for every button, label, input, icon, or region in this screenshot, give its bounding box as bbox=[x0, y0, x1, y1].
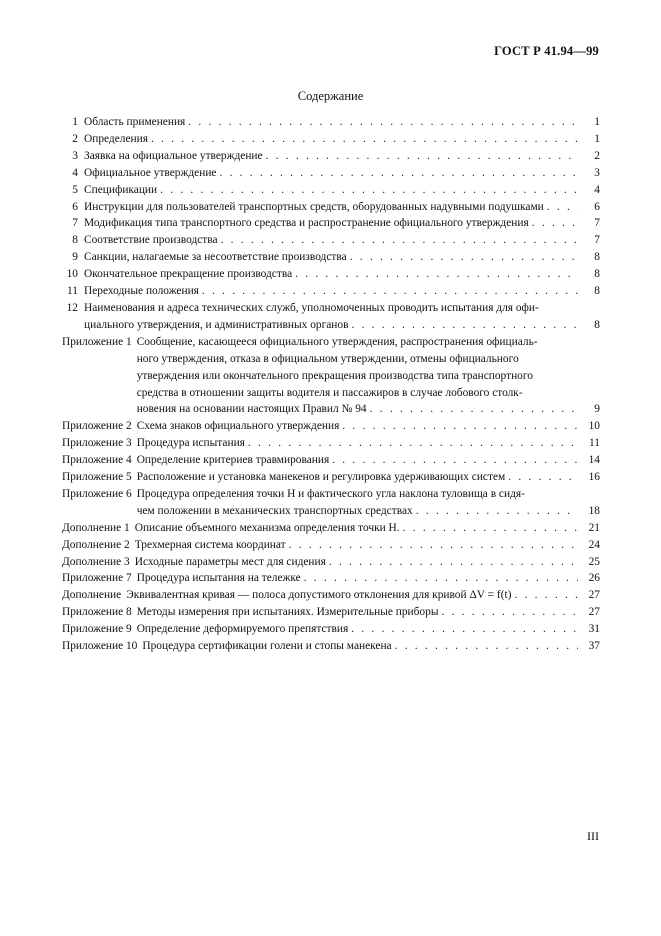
toc-appendix-entry bbox=[62, 621, 600, 638]
page-ref: 18 bbox=[588, 504, 600, 517]
page-ref: 4 bbox=[594, 183, 600, 196]
appendix-label: Приложение 6 bbox=[62, 487, 132, 500]
entry-title: Спецификации bbox=[84, 183, 158, 196]
toc-appendix-entry bbox=[62, 537, 600, 554]
dot-leader bbox=[402, 520, 578, 537]
page-ref: 1 bbox=[594, 132, 600, 145]
entry-title-line: утверждения или окончательного прекращения производства типа транспортного bbox=[136, 369, 533, 382]
contents-title: Содержание bbox=[297, 89, 364, 103]
page-ref: 8 bbox=[594, 251, 600, 264]
entry-title-line: Наименования и адреса технических служб, уполномоченных проводить испытания для офи- bbox=[84, 301, 539, 314]
dot-leader bbox=[369, 401, 578, 418]
dot-leader bbox=[247, 435, 578, 452]
entry-title: Методы измерения при испытаниях. Измерительные приборы bbox=[136, 606, 439, 619]
toc-entry bbox=[62, 165, 600, 182]
entry-title: Процедура сертификации голени и стопы манекена bbox=[142, 640, 392, 653]
toc-appendix-entry bbox=[62, 587, 600, 604]
page-ref: 9 bbox=[594, 403, 600, 416]
toc-appendix-entry bbox=[62, 469, 600, 486]
toc-appendix-entry bbox=[62, 638, 600, 655]
appendix-label: Дополнение 3 bbox=[62, 555, 130, 568]
dot-leader bbox=[349, 249, 578, 266]
toc-appendix-entry bbox=[62, 435, 600, 452]
dot-leader bbox=[201, 283, 578, 300]
section-number: 6 bbox=[72, 200, 78, 213]
toc-appendix-entry bbox=[62, 334, 600, 419]
toc-entry bbox=[62, 148, 600, 165]
dot-leader bbox=[394, 638, 578, 655]
entry-title: новения на основании настоящих Правил № 94 bbox=[136, 403, 367, 416]
entry-body bbox=[84, 165, 600, 182]
toc-appendix-entry bbox=[62, 486, 600, 520]
dot-leader bbox=[288, 537, 578, 554]
entry-body bbox=[135, 537, 600, 554]
entry-title: циального утверждения, и административных органов bbox=[84, 318, 349, 331]
entry-body bbox=[84, 283, 600, 300]
dot-leader bbox=[350, 317, 578, 334]
section-number: 9 bbox=[72, 251, 78, 264]
toc-appendix-entry bbox=[62, 418, 600, 435]
dot-leader bbox=[350, 621, 578, 638]
page-ref: 27 bbox=[588, 606, 600, 619]
entry-body bbox=[142, 638, 600, 655]
entry-title: Область применения bbox=[84, 116, 186, 128]
appendix-label: Приложение 8 bbox=[62, 606, 132, 619]
appendix-label: Приложение 5 bbox=[62, 471, 132, 484]
entry-body bbox=[137, 452, 600, 469]
toc-appendix-entry bbox=[62, 604, 600, 621]
entry-title: чем положении в механических транспортных средствах bbox=[136, 504, 413, 517]
entry-title: Окончательное прекращение производства bbox=[84, 268, 293, 281]
toc-entry bbox=[62, 131, 600, 148]
entry-body bbox=[137, 621, 600, 638]
appendix-label: Приложение 7 bbox=[62, 572, 132, 585]
entry-body bbox=[84, 114, 600, 131]
page-ref: 14 bbox=[588, 454, 600, 467]
entry-body bbox=[84, 232, 600, 249]
entry-body bbox=[126, 587, 600, 604]
section-number: 12 bbox=[66, 301, 78, 314]
dot-leader bbox=[187, 114, 578, 131]
entry-body bbox=[84, 182, 600, 199]
toc-entry bbox=[62, 283, 600, 300]
entry-body bbox=[135, 554, 600, 571]
toc-entry bbox=[62, 199, 600, 216]
entry-title: Схема знаков официального утверждения bbox=[136, 420, 340, 433]
page-ref: 16 bbox=[588, 471, 600, 484]
entry-title-line: ного утверждения, отказа в официальном утверждении, отмены официального bbox=[136, 352, 519, 365]
dot-leader bbox=[513, 587, 578, 604]
entry-title: Официальное утверждение bbox=[84, 166, 217, 179]
page-ref: 7 bbox=[594, 217, 600, 230]
entry-body bbox=[84, 266, 600, 283]
dot-leader bbox=[331, 452, 578, 469]
dot-leader bbox=[294, 266, 578, 283]
dot-leader bbox=[328, 554, 578, 571]
entry-title: Эквивалентная кривая — полоса допустимого отклонения для кривой ΔV = f(t) bbox=[126, 589, 512, 602]
toc-entry bbox=[62, 249, 600, 266]
entry-title: Исходные параметры мест для сидения bbox=[134, 555, 326, 568]
entry-body bbox=[84, 148, 600, 165]
section-number: 2 bbox=[72, 132, 78, 145]
appendix-label: Приложение 2 bbox=[62, 420, 132, 433]
page-ref: 11 bbox=[589, 437, 600, 450]
page-ref: 6 bbox=[594, 200, 600, 213]
section-number: 4 bbox=[72, 166, 78, 179]
dot-leader bbox=[507, 469, 578, 486]
dot-leader bbox=[440, 604, 578, 621]
entry-title: Процедура испытания bbox=[136, 437, 245, 450]
page-ref: 2 bbox=[594, 149, 600, 162]
dot-leader bbox=[150, 131, 578, 148]
entry-body bbox=[137, 334, 600, 419]
entry-title-line: Сообщение, касающееся официального утверждения, распространения официаль- bbox=[136, 335, 538, 348]
entry-body bbox=[84, 249, 600, 266]
entry-title: Трехмерная система координат bbox=[134, 538, 286, 551]
entry-title: Процедура испытания на тележке bbox=[136, 572, 301, 585]
appendix-label: Приложение 9 bbox=[62, 623, 132, 636]
dot-leader bbox=[546, 199, 578, 216]
entry-title: Определения bbox=[84, 132, 148, 145]
page-ref: 24 bbox=[588, 538, 600, 551]
dot-leader bbox=[220, 232, 578, 249]
toc-entry bbox=[62, 232, 600, 249]
entry-title: Описание объемного механизма определения точки H. bbox=[134, 521, 400, 534]
section-number: 11 bbox=[67, 285, 78, 298]
page-ref: 7 bbox=[594, 234, 600, 247]
toc-entry bbox=[62, 300, 600, 334]
page-ref: 8 bbox=[594, 285, 600, 298]
appendix-label: Приложение 4 bbox=[62, 454, 132, 467]
dot-leader bbox=[341, 418, 578, 435]
entry-title: Заявка на официальное утверждение bbox=[84, 149, 263, 162]
appendix-label: Дополнение bbox=[62, 589, 122, 602]
appendix-label: Дополнение 2 bbox=[62, 538, 130, 551]
entry-title: Переходные положения bbox=[84, 285, 199, 298]
entry-title: Расположение и установка манекенов и регулировка удерживающих систем bbox=[136, 471, 506, 484]
page-ref: 25 bbox=[588, 555, 600, 568]
section-number: 7 bbox=[72, 217, 78, 230]
entry-body bbox=[137, 604, 600, 621]
section-number: 10 bbox=[66, 268, 78, 281]
toc-entry bbox=[62, 114, 600, 131]
toc-appendix-entry bbox=[62, 452, 600, 469]
page-ref: 3 bbox=[594, 166, 600, 179]
entry-body bbox=[137, 469, 600, 486]
section-number: 8 bbox=[72, 234, 78, 247]
dot-leader bbox=[303, 570, 578, 587]
entry-title: Санкции, налагаемые за несоответствие производства bbox=[84, 251, 347, 264]
entry-title: Инструкции для пользователей транспортных средств, оборудованных надувными подушками bbox=[84, 200, 544, 213]
entry-body bbox=[137, 435, 600, 452]
toc-entry bbox=[62, 215, 600, 232]
page-ref: 31 bbox=[588, 623, 600, 636]
toc-appendix-entry bbox=[62, 520, 600, 537]
toc-entry bbox=[62, 266, 600, 283]
entry-title: Соответствие производства bbox=[84, 234, 218, 247]
entry-title-line: средства в отношении защиты водителя и пассажиров в случае лобового столк- bbox=[136, 386, 523, 399]
page-ref: 8 bbox=[594, 318, 600, 331]
section-number: 3 bbox=[72, 149, 78, 162]
entry-title: Определение деформируемого препятствия bbox=[136, 623, 349, 636]
toc-appendix-entry bbox=[62, 554, 600, 571]
entry-body bbox=[84, 215, 600, 232]
page-number: III bbox=[587, 829, 599, 843]
entry-title-line: Процедура определения точки H и фактического угла наклона туловища в сидя- bbox=[136, 487, 525, 500]
entry-body bbox=[84, 131, 600, 148]
page-ref: 1 bbox=[594, 116, 600, 128]
page-ref: 10 bbox=[588, 420, 600, 433]
page-ref: 8 bbox=[594, 268, 600, 281]
entry-body bbox=[84, 199, 600, 216]
appendix-label: Приложение 10 bbox=[62, 640, 138, 653]
entry-body bbox=[135, 520, 600, 537]
page-ref: 21 bbox=[588, 521, 600, 534]
dot-leader bbox=[265, 148, 578, 165]
dot-leader bbox=[531, 215, 578, 232]
entry-body bbox=[84, 300, 600, 334]
page-ref: 37 bbox=[588, 640, 600, 653]
entry-body bbox=[137, 570, 600, 587]
entry-body bbox=[137, 418, 600, 435]
toc-entry bbox=[62, 182, 600, 199]
section-number: 5 bbox=[72, 183, 78, 196]
page-ref: 26 bbox=[588, 572, 600, 585]
toc-appendix-entry bbox=[62, 570, 600, 587]
page-ref: 27 bbox=[588, 589, 600, 602]
entry-body bbox=[137, 486, 600, 520]
section-number: 1 bbox=[72, 116, 78, 128]
standard-header: ГОСТ Р 41.94—99 bbox=[494, 44, 599, 58]
appendix-label: Приложение 3 bbox=[62, 437, 132, 450]
dot-leader bbox=[218, 165, 578, 182]
appendix-label: Приложение 1 bbox=[62, 335, 132, 348]
entry-title: Модификация типа транспортного средства и распространение официального утверждения bbox=[84, 217, 529, 230]
appendix-label: Дополнение 1 bbox=[62, 521, 130, 534]
dot-leader bbox=[415, 503, 578, 520]
entry-title: Определение критериев травмирования bbox=[136, 454, 330, 467]
dot-leader bbox=[159, 182, 578, 199]
table-of-contents bbox=[62, 114, 600, 655]
